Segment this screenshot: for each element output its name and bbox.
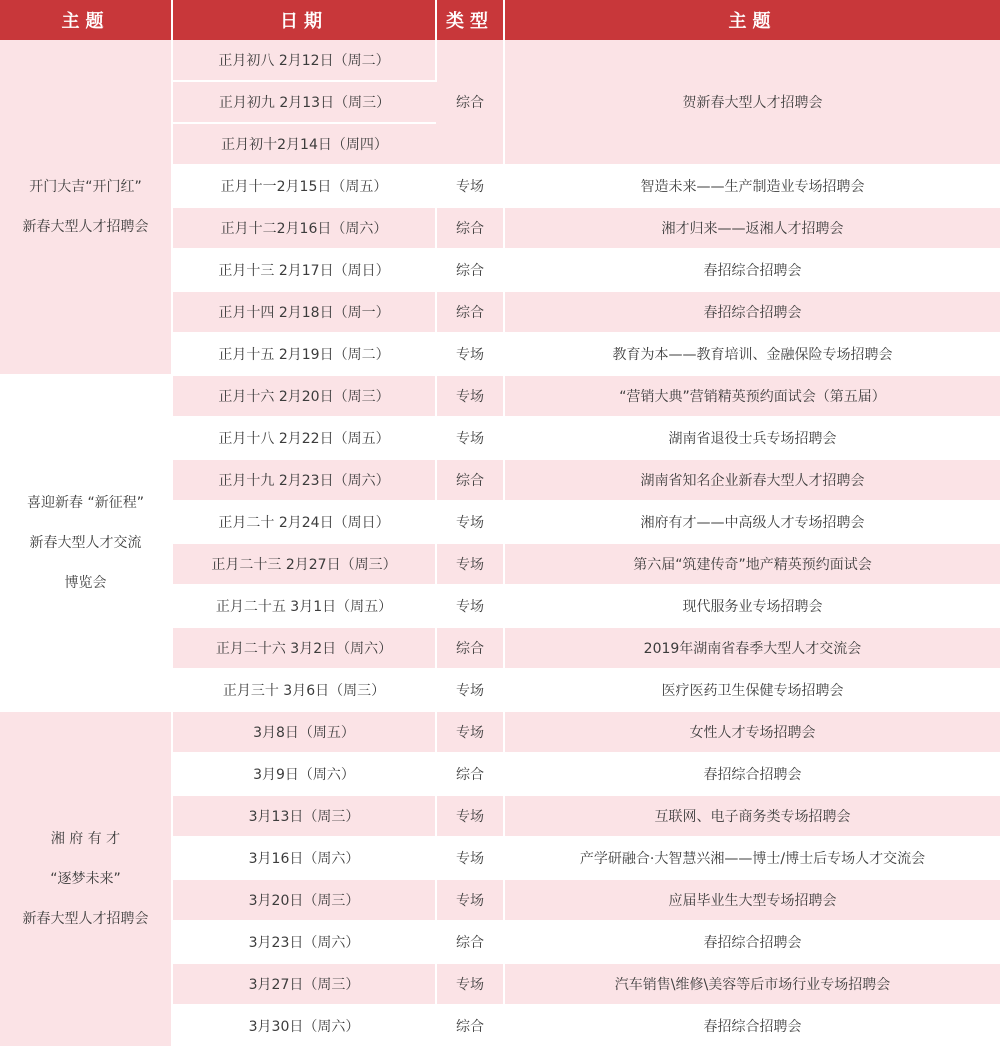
date-cell: 3月27日（周三） xyxy=(172,963,436,1005)
date-cell: 正月十二2月16日（周六） xyxy=(172,207,436,249)
topic-cell: 春招综合招聘会 xyxy=(504,1005,1000,1047)
type-cell: 专场 xyxy=(436,585,504,627)
topic-cell: 智造未来——生产制造业专场招聘会 xyxy=(504,165,1000,207)
date-cell: 正月十九 2月23日（周六） xyxy=(172,459,436,501)
topic-cell: 贺新春大型人才招聘会 xyxy=(504,40,1000,165)
type-cell: 专场 xyxy=(436,375,504,417)
topic-cell: 产学研融合·大智慧兴湘——博士/博士后专场人才交流会 xyxy=(504,837,1000,879)
topic-cell: 春招综合招聘会 xyxy=(504,249,1000,291)
table-row xyxy=(0,711,1000,753)
type-cell: 综合 xyxy=(436,921,504,963)
type-cell: 专场 xyxy=(436,963,504,1005)
type-cell: 专场 xyxy=(436,795,504,837)
date-cell: 3月13日（周三） xyxy=(172,795,436,837)
type-cell: 综合 xyxy=(436,1005,504,1047)
type-cell: 专场 xyxy=(436,165,504,207)
date-cell: 正月三十 3月6日（周三） xyxy=(172,669,436,711)
topic-cell: 第六届“筑建传奇”地产精英预约面试会 xyxy=(504,543,1000,585)
topic-cell: 湖南省知名企业新春大型人才招聘会 xyxy=(504,459,1000,501)
type-cell: 专场 xyxy=(436,879,504,921)
type-cell: 综合 xyxy=(436,627,504,669)
group-theme-2: 喜迎新春 “新征程” 新春大型人才交流 博览会 xyxy=(0,375,172,711)
date-cell: 3月30日（周六） xyxy=(172,1005,436,1047)
topic-cell: 现代服务业专场招聘会 xyxy=(504,585,1000,627)
type-cell: 综合 xyxy=(436,459,504,501)
date-cell: 3月8日（周五） xyxy=(172,711,436,753)
type-cell: 综合 xyxy=(436,753,504,795)
header-type: 类型 xyxy=(436,0,504,40)
topic-cell: 女性人才专场招聘会 xyxy=(504,711,1000,753)
topic-cell: 互联网、电子商务类专场招聘会 xyxy=(504,795,1000,837)
table-row xyxy=(0,375,1000,417)
date-cell: 正月初八 2月12日（周二） xyxy=(172,40,436,81)
date-cell: 正月十三 2月17日（周日） xyxy=(172,249,436,291)
type-cell: 专场 xyxy=(436,711,504,753)
topic-cell: 湘府有才——中高级人才专场招聘会 xyxy=(504,501,1000,543)
type-cell: 专场 xyxy=(436,501,504,543)
date-cell: 3月20日（周三） xyxy=(172,879,436,921)
date-cell: 正月十一2月15日（周五） xyxy=(172,165,436,207)
header-topic: 主题 xyxy=(504,0,1000,40)
topic-cell: 湘才归来——返湘人才招聘会 xyxy=(504,207,1000,249)
type-cell: 专场 xyxy=(436,669,504,711)
topic-cell: 2019年湖南省春季大型人才交流会 xyxy=(504,627,1000,669)
date-cell: 正月二十五 3月1日（周五） xyxy=(172,585,436,627)
topic-cell: 汽车销售\维修\美容等后市场行业专场招聘会 xyxy=(504,963,1000,1005)
topic-cell: 春招综合招聘会 xyxy=(504,291,1000,333)
table-row xyxy=(0,40,1000,81)
date-cell: 正月初十2月14日（周四） xyxy=(172,123,436,165)
date-cell: 正月二十三 2月27日（周三） xyxy=(172,543,436,585)
date-cell: 正月二十 2月24日（周日） xyxy=(172,501,436,543)
header-theme: 主题 xyxy=(0,0,172,40)
type-cell: 综合 xyxy=(436,40,504,165)
type-cell: 专场 xyxy=(436,417,504,459)
date-cell: 3月23日（周六） xyxy=(172,921,436,963)
date-cell: 正月二十六 3月2日（周六） xyxy=(172,627,436,669)
group-theme-1: 开门大吉“开门红” 新春大型人才招聘会 xyxy=(0,40,172,375)
type-cell: 专场 xyxy=(436,333,504,375)
date-cell: 正月十六 2月20日（周三） xyxy=(172,375,436,417)
topic-cell: 春招综合招聘会 xyxy=(504,753,1000,795)
topic-cell: 湖南省退役士兵专场招聘会 xyxy=(504,417,1000,459)
type-cell: 综合 xyxy=(436,249,504,291)
topic-cell: 医疗医药卫生保健专场招聘会 xyxy=(504,669,1000,711)
type-cell: 综合 xyxy=(436,207,504,249)
type-cell: 综合 xyxy=(436,291,504,333)
topic-cell: 应届毕业生大型专场招聘会 xyxy=(504,879,1000,921)
date-cell: 3月9日（周六） xyxy=(172,753,436,795)
date-cell: 正月十四 2月18日（周一） xyxy=(172,291,436,333)
date-cell: 正月十八 2月22日（周五） xyxy=(172,417,436,459)
topic-cell: 教育为本——教育培训、金融保险专场招聘会 xyxy=(504,333,1000,375)
date-cell: 正月初九 2月13日（周三） xyxy=(172,81,436,123)
header-date: 日期 xyxy=(172,0,436,40)
topic-cell: 春招综合招聘会 xyxy=(504,921,1000,963)
date-cell: 3月16日（周六） xyxy=(172,837,436,879)
group-theme-3: 湘 府 有 才 “逐梦未来” 新春大型人才招聘会 xyxy=(0,711,172,1047)
type-cell: 专场 xyxy=(436,543,504,585)
table-header-row xyxy=(0,0,1000,40)
topic-cell: “营销大典”营销精英预约面试会（第五届） xyxy=(504,375,1000,417)
date-cell: 正月十五 2月19日（周二） xyxy=(172,333,436,375)
type-cell: 专场 xyxy=(436,837,504,879)
